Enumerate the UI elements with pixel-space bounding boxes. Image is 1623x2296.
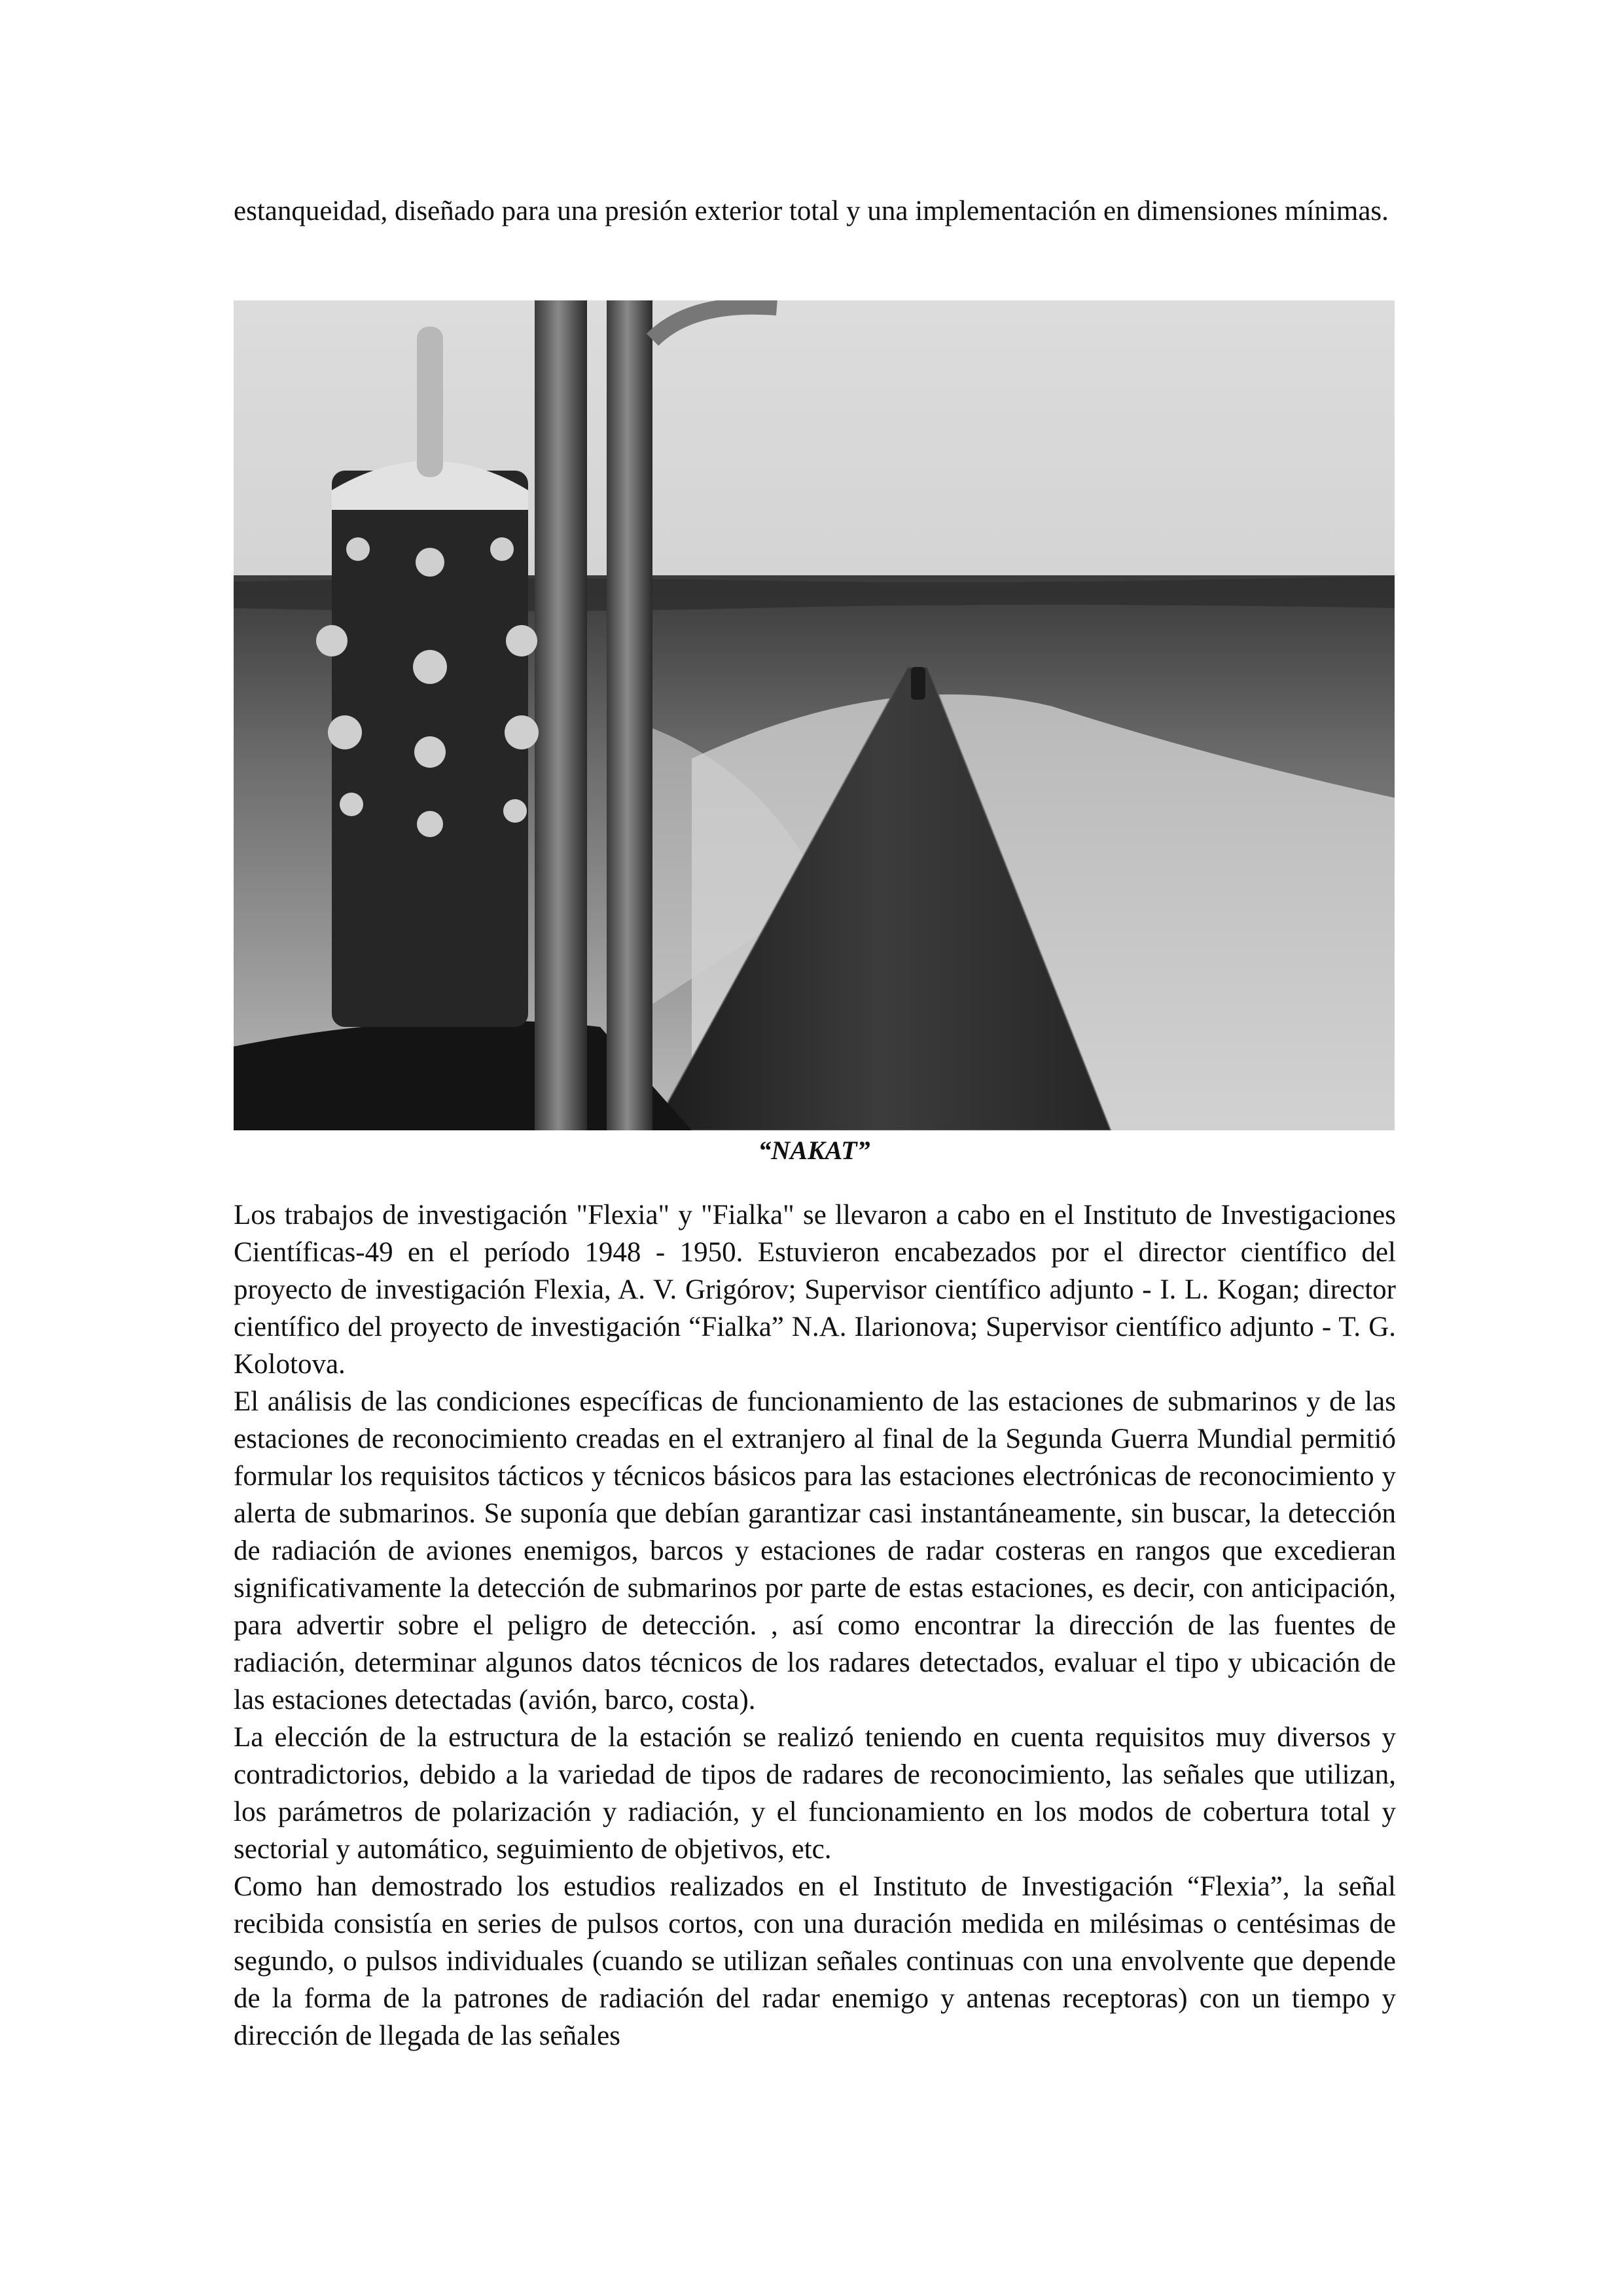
mast-pipe <box>535 300 587 1130</box>
body-paragraph-4: Como han demostrado los estudios realizados en el Instituto de Investigación “Flexia”, la señal recibida consistía en series de pulsos cortos, con una duración medida en milésimas o centésimas de segundo, o pulsos individuales (cuando se utilizan señales continuas con una envolvente que depende de la forma de la patrones de radiación del radar enemigo y antenas receptoras) con un tiempo y dirección de llegada de las señales <box>234 1871 1396 2051</box>
antenna-post <box>417 327 443 477</box>
body-paragraph-1: Los trabajos de investigación "Flexia" y "Fialka" se llevaron a cabo en el Instituto de Investigaciones Científicas-49 en el período 1948 - 1950. Estuvieron encabezados por el director científico del proyecto de investigación Flexia, A. V. Grigórov; Supervisor científico adjunto - I. L. Kogan; director científico del proyecto de investigación “Fialka” N.A. Ilarionova; Supervisor científico adjunto - T. G. Kolotova. <box>234 1200 1396 1380</box>
figure-caption: “NAKAT” <box>758 1136 870 1165</box>
mast-pipe-right <box>607 300 652 1130</box>
intro-text-block <box>234 192 1396 230</box>
bow-fitting <box>911 667 925 700</box>
photo-illustration <box>234 300 1395 1130</box>
intro-paragraph: estanqueidad, diseñado para una presión exterior total y una implementación en dimensiones mínimas. <box>234 196 1389 226</box>
body-paragraph-3: La elección de la estructura de la estación se realizó teniendo en cuenta requisitos muy diversos y contradictorios, debido a la variedad de tipos de radares de reconocimiento, las señales que utilizan, los parámetros de polarización y radiación, y el funcionamiento en los modos de cobertura total y sectorial y automático, seguimiento de objetivos, etc. <box>234 1722 1396 1865</box>
body-text-block <box>234 1196 1396 2054</box>
submarine-deck-photo <box>234 300 1395 1130</box>
body-paragraph-2: El análisis de las condiciones específicas de funcionamiento de las estaciones de submarinos y de las estaciones de reconocimiento creadas en el extranjero al final de la Segunda Guerra Mundial permitió formular los requisitos tácticos y técnicos básicos para las estaciones electrónicas de reconocimiento y alerta de submarinos. Se suponía que debían garantizar casi instantáneamente, sin buscar, la detección de radiación de aviones enemigos, barcos y estaciones de radar costeras en rangos que excedieran significativamente la detección de submarinos por parte de estas estaciones, es decir, con anticipación, para advertir sobre el peligro de detección. , así como encontrar la dirección de las fuentes de radiación, determinar algunos datos técnicos de los radares detectados, evaluar el tipo y ubicación de las estaciones detectadas (avión, barco, costa). <box>234 1386 1396 1715</box>
